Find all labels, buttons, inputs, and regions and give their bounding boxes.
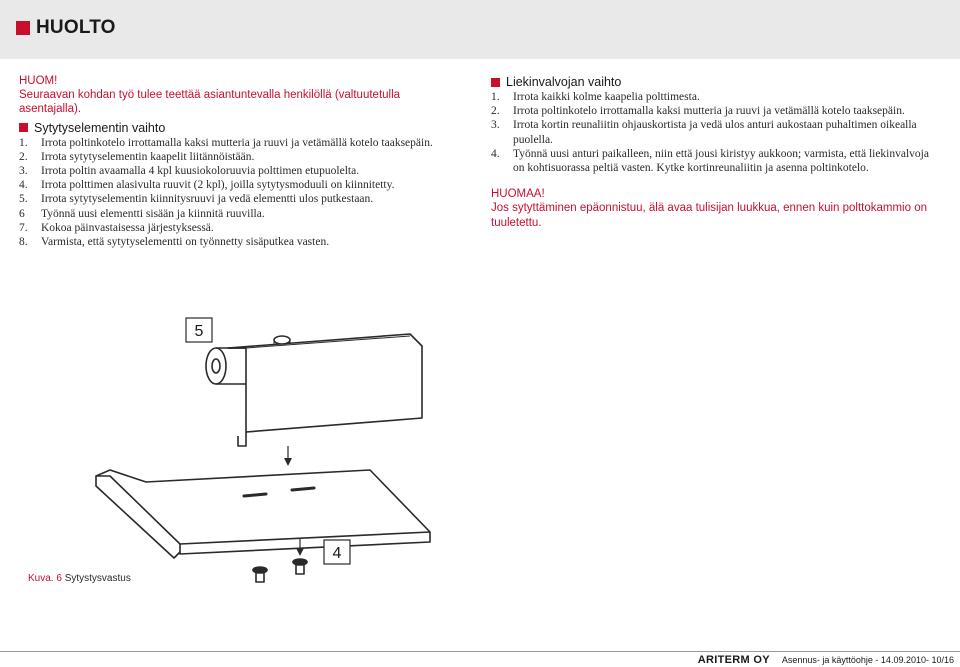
step-number: 7. [19, 221, 28, 234]
step-number: 1. [491, 91, 500, 103]
section-heading-flame-sensor [491, 74, 941, 90]
step-number: 1. [19, 136, 28, 149]
list-item [19, 150, 459, 164]
callout-label: 5 [194, 323, 204, 340]
section-title: Liekinvalvojan vaihto [506, 74, 622, 89]
step-text: Irrota sytytyselementin kaapelit liitännöistään. [41, 150, 255, 163]
list-item [19, 192, 459, 206]
step-number: 4. [19, 179, 28, 192]
step-text: Irrota poltinkotelo irrottamalla kaksi mutteria ja ruuvi ja vetämällä kotelo taaksepäin. [41, 136, 433, 149]
step-number: 2. [491, 105, 500, 118]
screw-left [253, 567, 267, 582]
step-text: Työnnä uusi elementti sisään ja kiinnitä ruuvilla. [41, 207, 265, 220]
step-text: Irrota polttimen alasivulta ruuvit (2 kpl), joilla sytytysmoduuli on kiinnitetty. [41, 179, 395, 192]
step-text: Työnnä uusi anturi paikalleen, niin että jousi kiristyy aukkoon; varmista, että liekinvalvoja on kohtisuorassa peltiä vasten. Kytke kortinreunaliitin ja asenna poltinkotelo. [513, 147, 929, 175]
header-marker [16, 21, 30, 35]
step-text: Varmista, että sytytyselementti on työnnetty sisäputkea vasten. [41, 236, 330, 249]
step-number: 6 [19, 207, 25, 220]
step-number: 3. [491, 119, 500, 132]
list-item [19, 164, 459, 178]
step-text: Irrota sytytyselementin kiinnitysruuvi ja vedä elementti ulos putkestaan. [41, 193, 374, 206]
list-item [19, 235, 459, 249]
screw-right [293, 559, 307, 574]
section-title: Sytytyselementin vaihto [34, 120, 166, 135]
step-text: Irrota poltinkotelo irrottamalla kaksi mutteria ja ruuvi ja vetämällä kotelo taaksepäin. [513, 105, 905, 118]
step-text: Irrota poltin avaamalla 4 kpl kuusiokoloruuvia polttimen etupuolelta. [41, 165, 360, 178]
warning-text: Jos sytyttäminen epäonnistuu, älä avaa tulisijan luukkua, ennen kuin polttokammio on tuuletettu. [491, 202, 927, 229]
page-header [0, 0, 960, 59]
step-number: 5. [19, 193, 28, 206]
list-item [491, 118, 941, 146]
caption-text: Sytystysvastus [64, 573, 131, 584]
page-title: HUOLTO [36, 17, 116, 38]
figure-caption [28, 573, 131, 584]
step-number: 8. [19, 236, 28, 249]
caption-label: Kuva. 6 [28, 573, 62, 584]
step-text: Irrota kortin reunaliitin ohjauskortista ja vedä ulos anturi aukostaan puhaltimen oikealla puolella. [513, 119, 917, 146]
footer-brand: ARITERM OY [697, 654, 770, 666]
footer-divider [0, 651, 960, 652]
list-item [19, 136, 459, 150]
step-text: Kokoa päinvastaisessa järjestyksessä. [41, 221, 214, 234]
step-number: 4. [491, 147, 500, 160]
left-column [19, 74, 459, 249]
section-bullet [19, 123, 28, 132]
right-column [491, 74, 941, 230]
step-number: 2. [19, 150, 28, 163]
page-footer [698, 654, 954, 666]
callout-4 [324, 540, 350, 564]
section-heading-ignition [19, 120, 459, 136]
step-number: 3. [19, 165, 28, 178]
list-item [19, 207, 459, 221]
list-item [19, 178, 459, 192]
list-item [491, 104, 941, 118]
list-item [491, 147, 941, 175]
list-item [491, 90, 941, 104]
section-bullet [491, 78, 500, 87]
step-text: Irrota kaikki kolme kaapelia polttimesta. [513, 91, 700, 103]
note-title: HUOM! [19, 75, 58, 87]
callout-5 [186, 318, 212, 342]
note-text: Seuraavan kohdan työ tulee teettää asiantuntevalla henkilöllä (valtuutetulla asentajalla). [19, 89, 401, 116]
callout-label: 4 [332, 545, 342, 562]
flame-sensor-steps [491, 90, 941, 175]
footer-doc-info: Asennus- ja käyttöohje - 14.09.2010- 10/16 [781, 655, 954, 665]
list-item [19, 221, 459, 235]
ignition-element-illustration [70, 300, 530, 600]
warning-title: HUOMAA! [491, 188, 545, 201]
ignition-steps [19, 136, 459, 250]
